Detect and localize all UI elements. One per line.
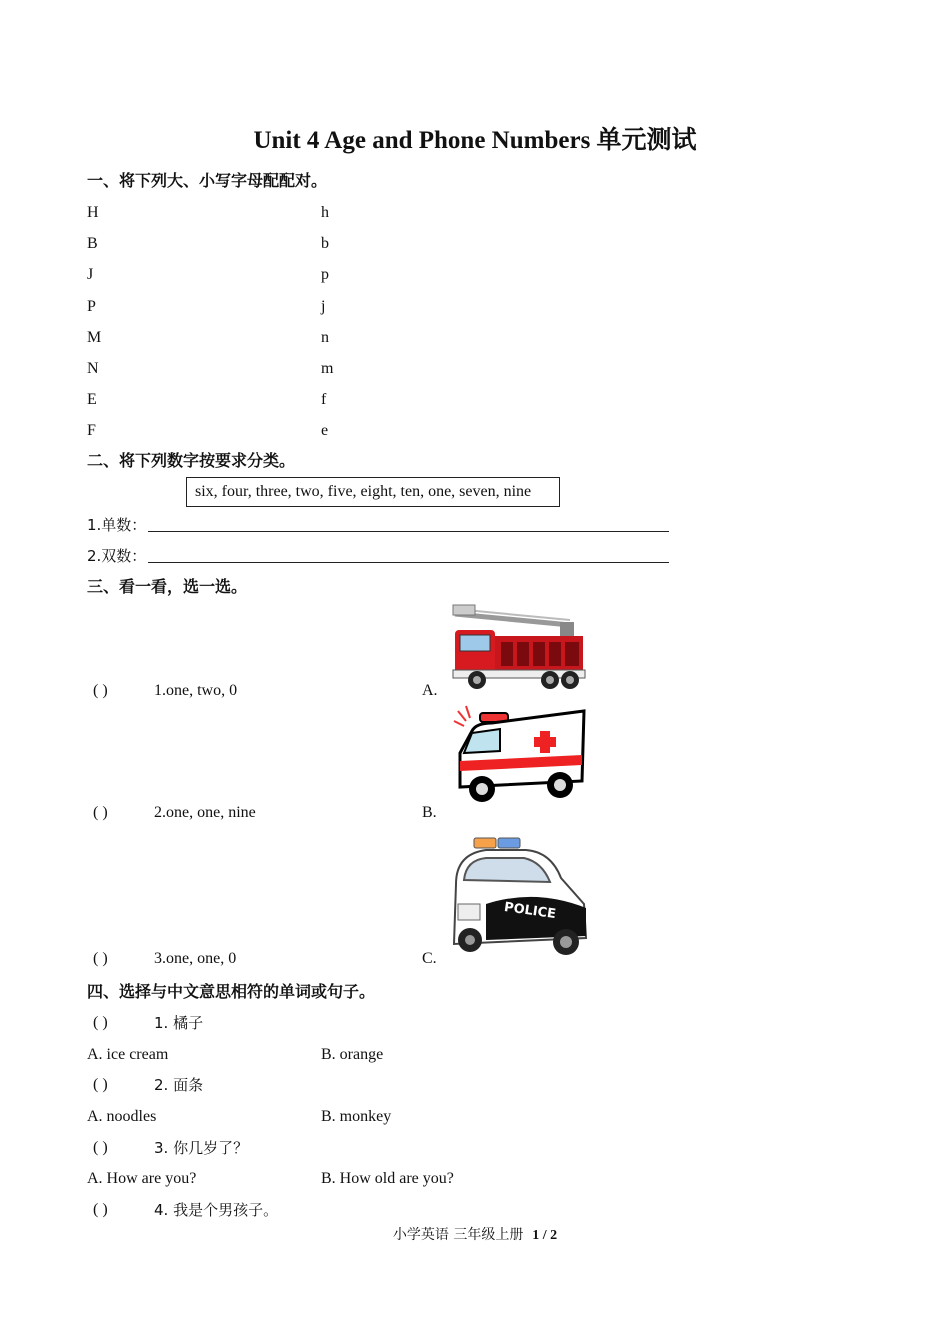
- upper-letter: F: [87, 422, 96, 439]
- even-answer-line[interactable]: [148, 562, 669, 563]
- lower-letter: n: [321, 329, 329, 346]
- question-text: 2.one, one, nine: [154, 804, 256, 821]
- answer-paren[interactable]: ( ): [93, 1139, 108, 1156]
- upper-letter: N: [87, 360, 99, 377]
- even-label: 2.双数：: [87, 547, 147, 565]
- lower-letter: b: [321, 235, 329, 252]
- option-label: A.: [422, 682, 438, 699]
- lower-letter: e: [321, 422, 329, 439]
- option-label: B.: [422, 804, 437, 821]
- option-a: A. noodles: [87, 1108, 157, 1125]
- upper-letter: J: [87, 266, 94, 283]
- upper-letter: E: [87, 391, 97, 408]
- upper-letter: B: [87, 235, 98, 252]
- answer-paren[interactable]: ( ): [93, 950, 108, 967]
- upper-letter: P: [87, 298, 96, 315]
- question-text: 3. 你几岁了？: [154, 1139, 249, 1157]
- question-text: 3.one, one, 0: [154, 950, 237, 967]
- upper-letter: H: [87, 204, 99, 221]
- lower-letter: j: [321, 298, 326, 315]
- lower-letter: h: [321, 204, 329, 221]
- word-bank-box: six, four, three, two, five, eight, ten, one, seven, nine: [186, 477, 560, 507]
- page-title: Unit 4 Age and Phone Numbers 单元测试: [253, 127, 697, 154]
- option-b: B. orange: [321, 1046, 384, 1063]
- section1-heading: 一、将下列大、小写字母配配对。: [87, 171, 328, 190]
- option-label: C.: [422, 950, 437, 967]
- footer-subject: 小学英语 三年级上册: [392, 1227, 524, 1243]
- question-text: 4. 我是个男孩子。: [154, 1201, 279, 1219]
- option-b: B. How old are you?: [321, 1170, 454, 1187]
- section4-heading: 四、选择与中文意思相符的单词或句子。: [87, 982, 376, 1001]
- section3-heading: 三、看一看，选一选。: [87, 577, 248, 596]
- police-text: POLICE: [503, 900, 557, 923]
- section2-heading: 二、将下列数字按要求分类。: [87, 451, 296, 470]
- question-text: 1. 橘子: [154, 1014, 204, 1032]
- answer-paren[interactable]: ( ): [93, 682, 108, 699]
- answer-paren[interactable]: ( ): [93, 1076, 108, 1093]
- answer-paren[interactable]: ( ): [93, 1201, 108, 1218]
- odd-label: 1.单数：: [87, 516, 147, 534]
- lower-letter: m: [321, 360, 334, 377]
- page-number: 1 / 2: [532, 1228, 558, 1243]
- page-footer: [0, 1225, 950, 1246]
- option-a: A. ice cream: [87, 1046, 169, 1063]
- lower-letter: p: [321, 266, 329, 283]
- ambulance-image: [452, 703, 592, 813]
- answer-paren[interactable]: ( ): [93, 1014, 108, 1031]
- odd-answer-line[interactable]: [148, 531, 669, 532]
- answer-paren[interactable]: ( ): [93, 804, 108, 821]
- question-text: 2. 面条: [154, 1076, 204, 1094]
- lower-letter: f: [321, 391, 327, 408]
- option-a: A. How are you?: [87, 1170, 197, 1187]
- question-text: 1.one, two, 0: [154, 682, 238, 699]
- fire-truck-image: [445, 600, 600, 695]
- upper-letter: M: [87, 329, 102, 346]
- police-car-image: [446, 834, 594, 962]
- option-b: B. monkey: [321, 1108, 392, 1125]
